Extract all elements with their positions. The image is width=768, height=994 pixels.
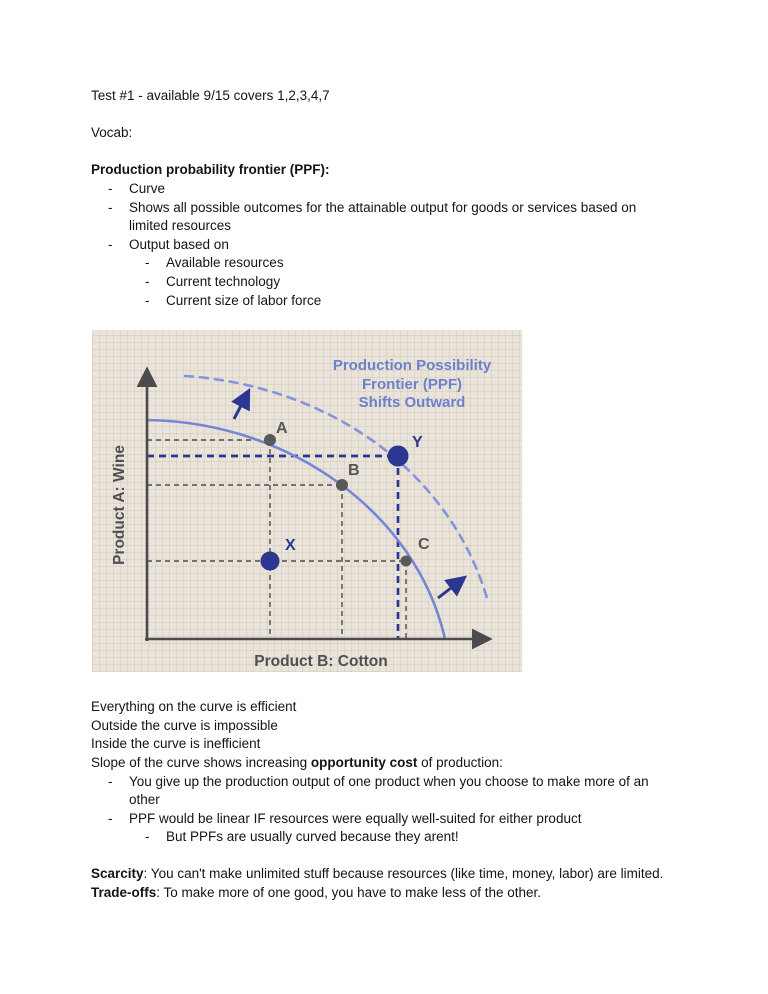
y-axis-label: Product A: Wine [111, 445, 128, 566]
figure-title-line-1: Production Possibility [332, 357, 492, 375]
list-item: - Current technology [91, 273, 677, 292]
slope-line: Slope of the curve shows increasing opportunity cost of production: [91, 754, 503, 770]
notes-line: Inside the curve is inefficient [91, 736, 261, 752]
list-item: - Shows all possible outcomes for the attainable output for goods or services based on limited resources [91, 199, 677, 236]
point-Y [388, 446, 409, 467]
point-label-X: X [285, 537, 296, 555]
list-item: - But PPFs are usually curved because they arent! [91, 828, 677, 847]
list-item: - You give up the production output of one product when you choose to make more of an other [91, 773, 677, 810]
scarcity-line: Scarcity: You can't make unlimited stuff because resources (like time, money, labor) are limited. [91, 866, 664, 882]
test-info-line: Test #1 - available 9/15 covers 1,2,3,4,7 [91, 88, 330, 103]
point-label-Y: Y [412, 434, 423, 452]
vocab-label: Vocab: [91, 125, 133, 141]
ppf-guides-layer [147, 440, 406, 639]
list-item: - Curve [91, 180, 677, 199]
scarcity-term: Scarcity [91, 866, 144, 882]
point-label-C: C [418, 536, 430, 554]
point-label-B: B [348, 462, 360, 480]
point-C [401, 556, 412, 567]
shift-arrow-upper [234, 396, 246, 419]
ppf-heading: Production probability frontier (PPF): [91, 162, 330, 178]
ppf-diagram [92, 330, 522, 672]
shift-arrow-lower [438, 581, 460, 598]
point-B [336, 479, 348, 491]
point-label-A: A [276, 420, 288, 438]
figure-title-line-3: Shifts Outward [358, 394, 466, 412]
list-item: - Output based on [91, 236, 677, 255]
blank-line [91, 106, 677, 125]
list-item: - PPF would be linear IF resources were equally well-suited for either product [91, 810, 677, 829]
notes-line: Everything on the curve is efficient [91, 699, 297, 715]
point-X [261, 552, 280, 571]
x-axis-label: Product B: Cotton [254, 653, 388, 671]
tradeoffs-term: Trade-offs [91, 885, 157, 901]
figure-title-line-2: Frontier (PPF) [362, 376, 462, 394]
notes-line: Outside the curve is impossible [91, 717, 278, 733]
list-item: - Current size of labor force [91, 292, 677, 311]
list-item: - Available resources [91, 254, 677, 273]
tradeoffs-line: Trade-offs: To make more of one good, you have to make less of the other. [91, 885, 541, 901]
point-A [264, 434, 276, 446]
blank-line [91, 847, 677, 866]
ppf-figure [92, 330, 522, 672]
blank-line [91, 143, 677, 162]
opportunity-cost-term: opportunity cost [310, 754, 418, 770]
